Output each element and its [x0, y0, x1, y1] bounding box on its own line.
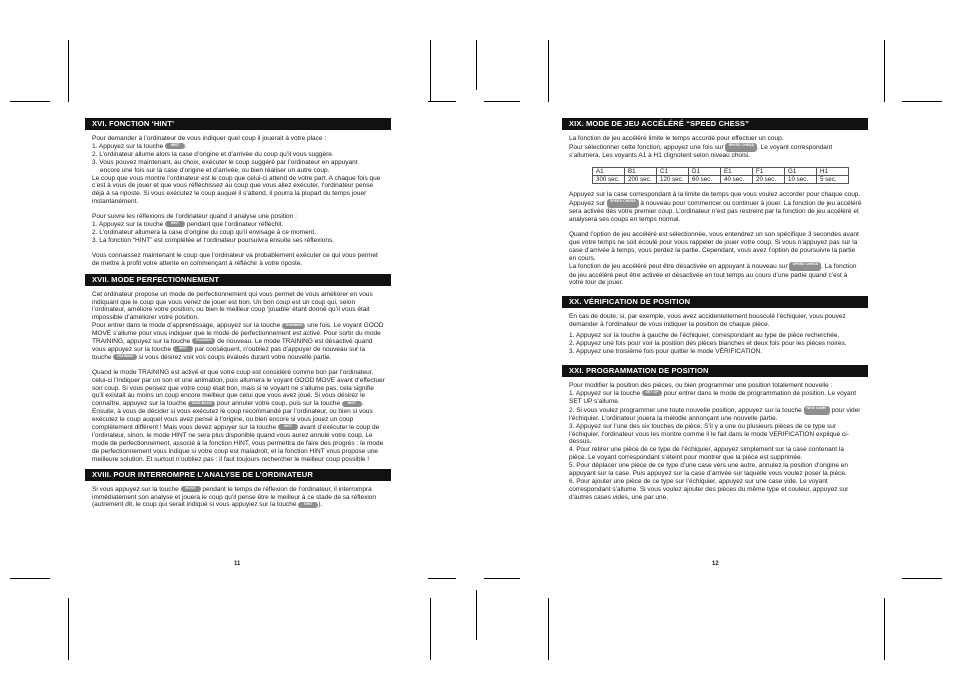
section-title: XXI. PROGRAMMATION DE POSITION	[562, 365, 868, 377]
table-cell: B1	[625, 167, 657, 175]
time-table	[592, 167, 849, 184]
section-title: XVI. FONCTION ‘HINT’	[85, 118, 391, 130]
crop-mark	[68, 598, 69, 660]
table-cell: F1	[753, 167, 785, 175]
table-cell: 10 sec.	[785, 175, 817, 183]
crop-mark	[476, 40, 477, 90]
table-cell: 5 sec.	[817, 175, 849, 183]
section-body: La fonction de jeu accéléré limite le temps accordé pour effectuer un coup. Pour sélectionner cette fonction, appuyez une fois sur SPEED CHESS . Le voyant correspondant s’allumera. Les voyants A1 à H1 clignotent selon niveau choisi. A1 B1 C1 D1 E1 F1 G1 H1 300 sec. 200 sec. 120 sec. 60 sec. 40 sec. 20 sec. 10 sec. 5 sec. Appuyez sur la case correspondant à la limite de temps que vous voulez accorder pour chaque coup. Appuyez sur SPEED CHESS à nouveau pour commencer ou continuer à jouer. La fonction de jeu accéléré sera activée dès votre premier coup. L’ordinateur n’est pas restreint par la fonction de jeu accéléré et analysera ses coups en temps normal. Quand l’option de jeu accéléré est sélectionnée, vous entendrez un son spécifique 3 secondes avant que votre temps ne soit écoulé pour vous rappeler de jouer votre coup. Si vous n’appuyez pas sur la case d’arrivée à temps, vous perdez la partie. Cependant, vous avez l’option de poursuivre la partie en cours. La fonction de jeu accéléré peut être désactivée en appuyant à nouveau sur SPEED CHESS . La fonction de jeu accéléré peut être activée et désactivée en tout temps au cours d’une partie quand c’est à votre tour de jouer.	[569, 135, 862, 287]
table-cell: A1	[593, 167, 625, 175]
crop-mark	[548, 40, 549, 102]
take-back-button: TAKE BACK	[188, 401, 215, 407]
training-button: TRAINING	[113, 354, 136, 360]
page-number: 11	[234, 561, 241, 567]
right-page	[562, 118, 868, 502]
crop-mark	[484, 101, 520, 102]
crop-mark	[68, 40, 69, 102]
speed-chess-button: SPEED CHESS	[789, 262, 821, 271]
section-title: XX. VÉRIFICATION DE POSITION	[562, 296, 868, 308]
crop-mark	[902, 101, 942, 102]
hint-button: HINT	[342, 401, 362, 407]
crop-mark	[548, 598, 549, 660]
table-cell: C1	[657, 167, 689, 175]
hint-button: HINT	[298, 502, 318, 508]
table-row	[593, 175, 849, 183]
section-body: Si vous appuyez sur la touche MOVE pendant le temps de réflexion de l’ordinateur, il interrompra immédiatement son analyse et jouera le coup qu’il pense être le meilleur à ce stade de sa réflexion (autrement dit, le coup qui serait indiqué si vous appuyiez sur la touche HINT ).	[92, 485, 376, 509]
crop-mark	[10, 101, 50, 102]
left-page	[85, 118, 391, 509]
page-number: 12	[712, 561, 719, 567]
section-body: Pour modifier la position des pièces, ou bien programmer une position totalement nouvelle : 1. Appuyez sur la touche SET UP pour entrer dans le mode de programmation de position. Le voyant SET UP s’allume. 2. Si vous voulez programmer une toute nouvelle position, appuyez sur la touche NEW GAME pour vider l’échiquier. L’ordinateur jouera la mélodie annonçant une nouvelle partie. 3. Appuyez sur l’une des six touches de pièce. S’il y a une ou plusieurs pièces de ce type sur l’échiquier, l’ordinateur vous les montre comme il le fait dans le mode VERIFICATION expliqué ci-dessus. 4. Pour retirer une pièce de ce type de l’échiquier, appuyez simplement sur la case contenant la pièce. Le voyant correspondant s’éteint pour montrer que la pièce est supprimée. 5. Pour déplacer une pièce de ce type d’une case vers une autre, annulez la position d’origine en appuyant sur la case. Puis appuyez sur la case d’arrivée sur laquelle vous voulez poser la pièce. 6. Pour ajouter une pièce de ce type sur l’échiquier, appuyez sur une case vide. Le voyant correspondant s’allume. Si vous voulez ajouter des pièces du même type et couleur, appuyez sur d’autres cases vides, une par une.	[569, 381, 861, 501]
training-button: TRAINING	[192, 338, 215, 344]
crop-mark	[884, 40, 885, 102]
crop-mark	[10, 578, 50, 579]
setup-button: SET UP	[642, 390, 662, 396]
crop-mark	[884, 598, 885, 660]
table-cell: 20 sec.	[753, 175, 785, 183]
crop-mark	[430, 598, 431, 660]
hint-button: HINT	[278, 424, 298, 430]
crop-mark	[484, 578, 520, 579]
section-title: XVIII. POUR INTERROMPRE L’ANALYSE DE L’ORDINATEUR	[85, 469, 391, 481]
section-body: En cas de doute, si, par exemple, vous avez accidentellement bousculé l’échiquier, vous pouvez demander à l’ordinateur de vous indiquer la position de chaque pièce. 1. Appuyez sur la touche à gauche de l’échiquier, correspondant au type de pièce recherchée. 2. Appuyez une fois pour voir la position des pièces blanches et deux fois pour les pièces noires. 3. Appuyez une troisième fois pour quitter le mode VÉRIFICATION.	[569, 313, 847, 355]
table-cell: 120 sec.	[657, 175, 689, 183]
section-title: XIX. MODE DE JEU ACCÉLÉRÉ “SPEED CHESS”	[562, 118, 868, 130]
section-title: XVII. MODE PERFECTIONNEMENT	[85, 274, 391, 286]
hint-button: HINT	[165, 221, 185, 227]
table-cell: 200 sec.	[625, 175, 657, 183]
table-row	[593, 167, 849, 175]
section-body: Pour demander à l’ordinateur de vous indiquer quel coup il jouerait à votre place : 1. Appuyez sur la touche HINT . 2. L’ordinateur allume alors la case d’origine et d’arrivée du coup qu’il vous suggère. 3. Vous pouvez maintenant, au choix, exécuter le coup suggéré par l’ordinateur en appuyant encore une fois sur la case d’origine et d’arrivée, ou bien réaliser un autre coup. Le coup que vous montre l’ordinateur est le coup que celui-ci attend de votre part. A chaque fois que c’est à vous de jouer et que vous réfléchissez au coup que vous allez exécuter, l’ordinateur pense déjà à sa riposte. Si vous exécutez le coup auquel il s’attend, il pourra la plupart du temps jouer instantanément. Pour suivre les réflexions de l’ordinateur quand il analyse une position : 1. Appuyez sur la touche HINT pendant que l’ordinateur réfléchit. 2. L’ordinateur allumera la case d’origine du coup qu’il envisage à ce moment. 3. La fonction “HINT” est complétée et l’ordinateur poursuivra ensuite ses réflexions. Vous connaissez maintenant le coup que l’ordinateur va probablement exécuter ce qui vous permet de mettre à profit votre attente en commençant à réfléchir à votre riposte.	[92, 135, 381, 267]
table-cell: 40 sec.	[721, 175, 753, 183]
section-body: Cet ordinateur propose un mode de perfectionnement qui vous permet de vous améliorer en vous indiquant que le coup que vous venez de jouer est bon. Un bon coup est un coup qui, selon l’ordinateur, améliore votre position, ou bien le meilleur coup ‘jouable’ étant donné qu’il vous était impossible d’améliorer votre position. Pour entrer dans le mode d’apprentissage, appuyez sur la touche TRAINING une fois. Le voyant GOOD MOVE s’allume pour vous indiquer que le mode de perfectionnement est activé. Pour sortir du mode TRAINING, appuyez sur la touche TRAINING de nouveau. Le mode TRAINING est désactivé quand vous appuyez sur la touche HINT par conséquent, n’oubliez pas d’appuyer de nouveau sur la touche TRAINING si vous désirez voir vos coups évalués durant votre nouvelle partie. Quand le mode TRAINING est activé et que votre coup est considéré comme bon par l’ordinateur, celui-ci l’indiquer par un son et une animation, puis allumera le voyant GOOD MOVE avant d’effectuer son coup. Si vous pensez que votre coup était bon, mais si le voyant ne s’allume pas, cela signifie qu’il existait au moins un coup encore meilleur que celui que vous avez joué. Si vous désirez le connaître, appuyez sur la touche TAKE BACK pour annuler votre coup, puis sur la touche HINT . Ensuite, à vous de décider si vous exécutez le coup recommandé par l’ordinateur, ou bien si vous exécutez le coup auquel vous avez pensé à l’origine, ou bien encore si vous jouez un coup complètement différent ! Mais vous devez appuyer sur la touche HINT avant d’exécuter le coup de l’ordinateur, sinon, le mode HINT ne sera plus disponible quand vous aurez annulé votre coup. Le mode de perfectionnement, associé à la fonction HINT, vous permettra de faire des progrès : le mode de perfectionnement vous indique si votre coup est maladroit, et la fonction HINT vous propose une meilleure solution. Et surtout n’oubliez pas : il faut toujours rechercher le meilleur coup possible !	[92, 290, 385, 463]
crop-mark	[476, 590, 477, 640]
crop-mark	[428, 101, 456, 102]
table-cell: D1	[689, 167, 721, 175]
hint-button: HINT	[165, 143, 185, 149]
hint-button: HINT	[173, 346, 193, 352]
training-button: TRAINING	[282, 323, 305, 329]
crop-mark	[428, 578, 456, 579]
table-cell: H1	[817, 167, 849, 175]
speed-chess-button: SPEED CHESS	[725, 143, 757, 152]
new-game-button: NEW GAME	[804, 406, 830, 415]
table-cell: 300 sec.	[593, 175, 625, 183]
move-button: MOVE	[181, 486, 201, 492]
table-cell: E1	[721, 167, 753, 175]
crop-mark	[430, 40, 431, 102]
table-cell: 60 sec.	[689, 175, 721, 183]
crop-mark	[902, 578, 942, 579]
speed-chess-button: SPEED CHESS	[607, 199, 639, 208]
table-cell: G1	[785, 167, 817, 175]
